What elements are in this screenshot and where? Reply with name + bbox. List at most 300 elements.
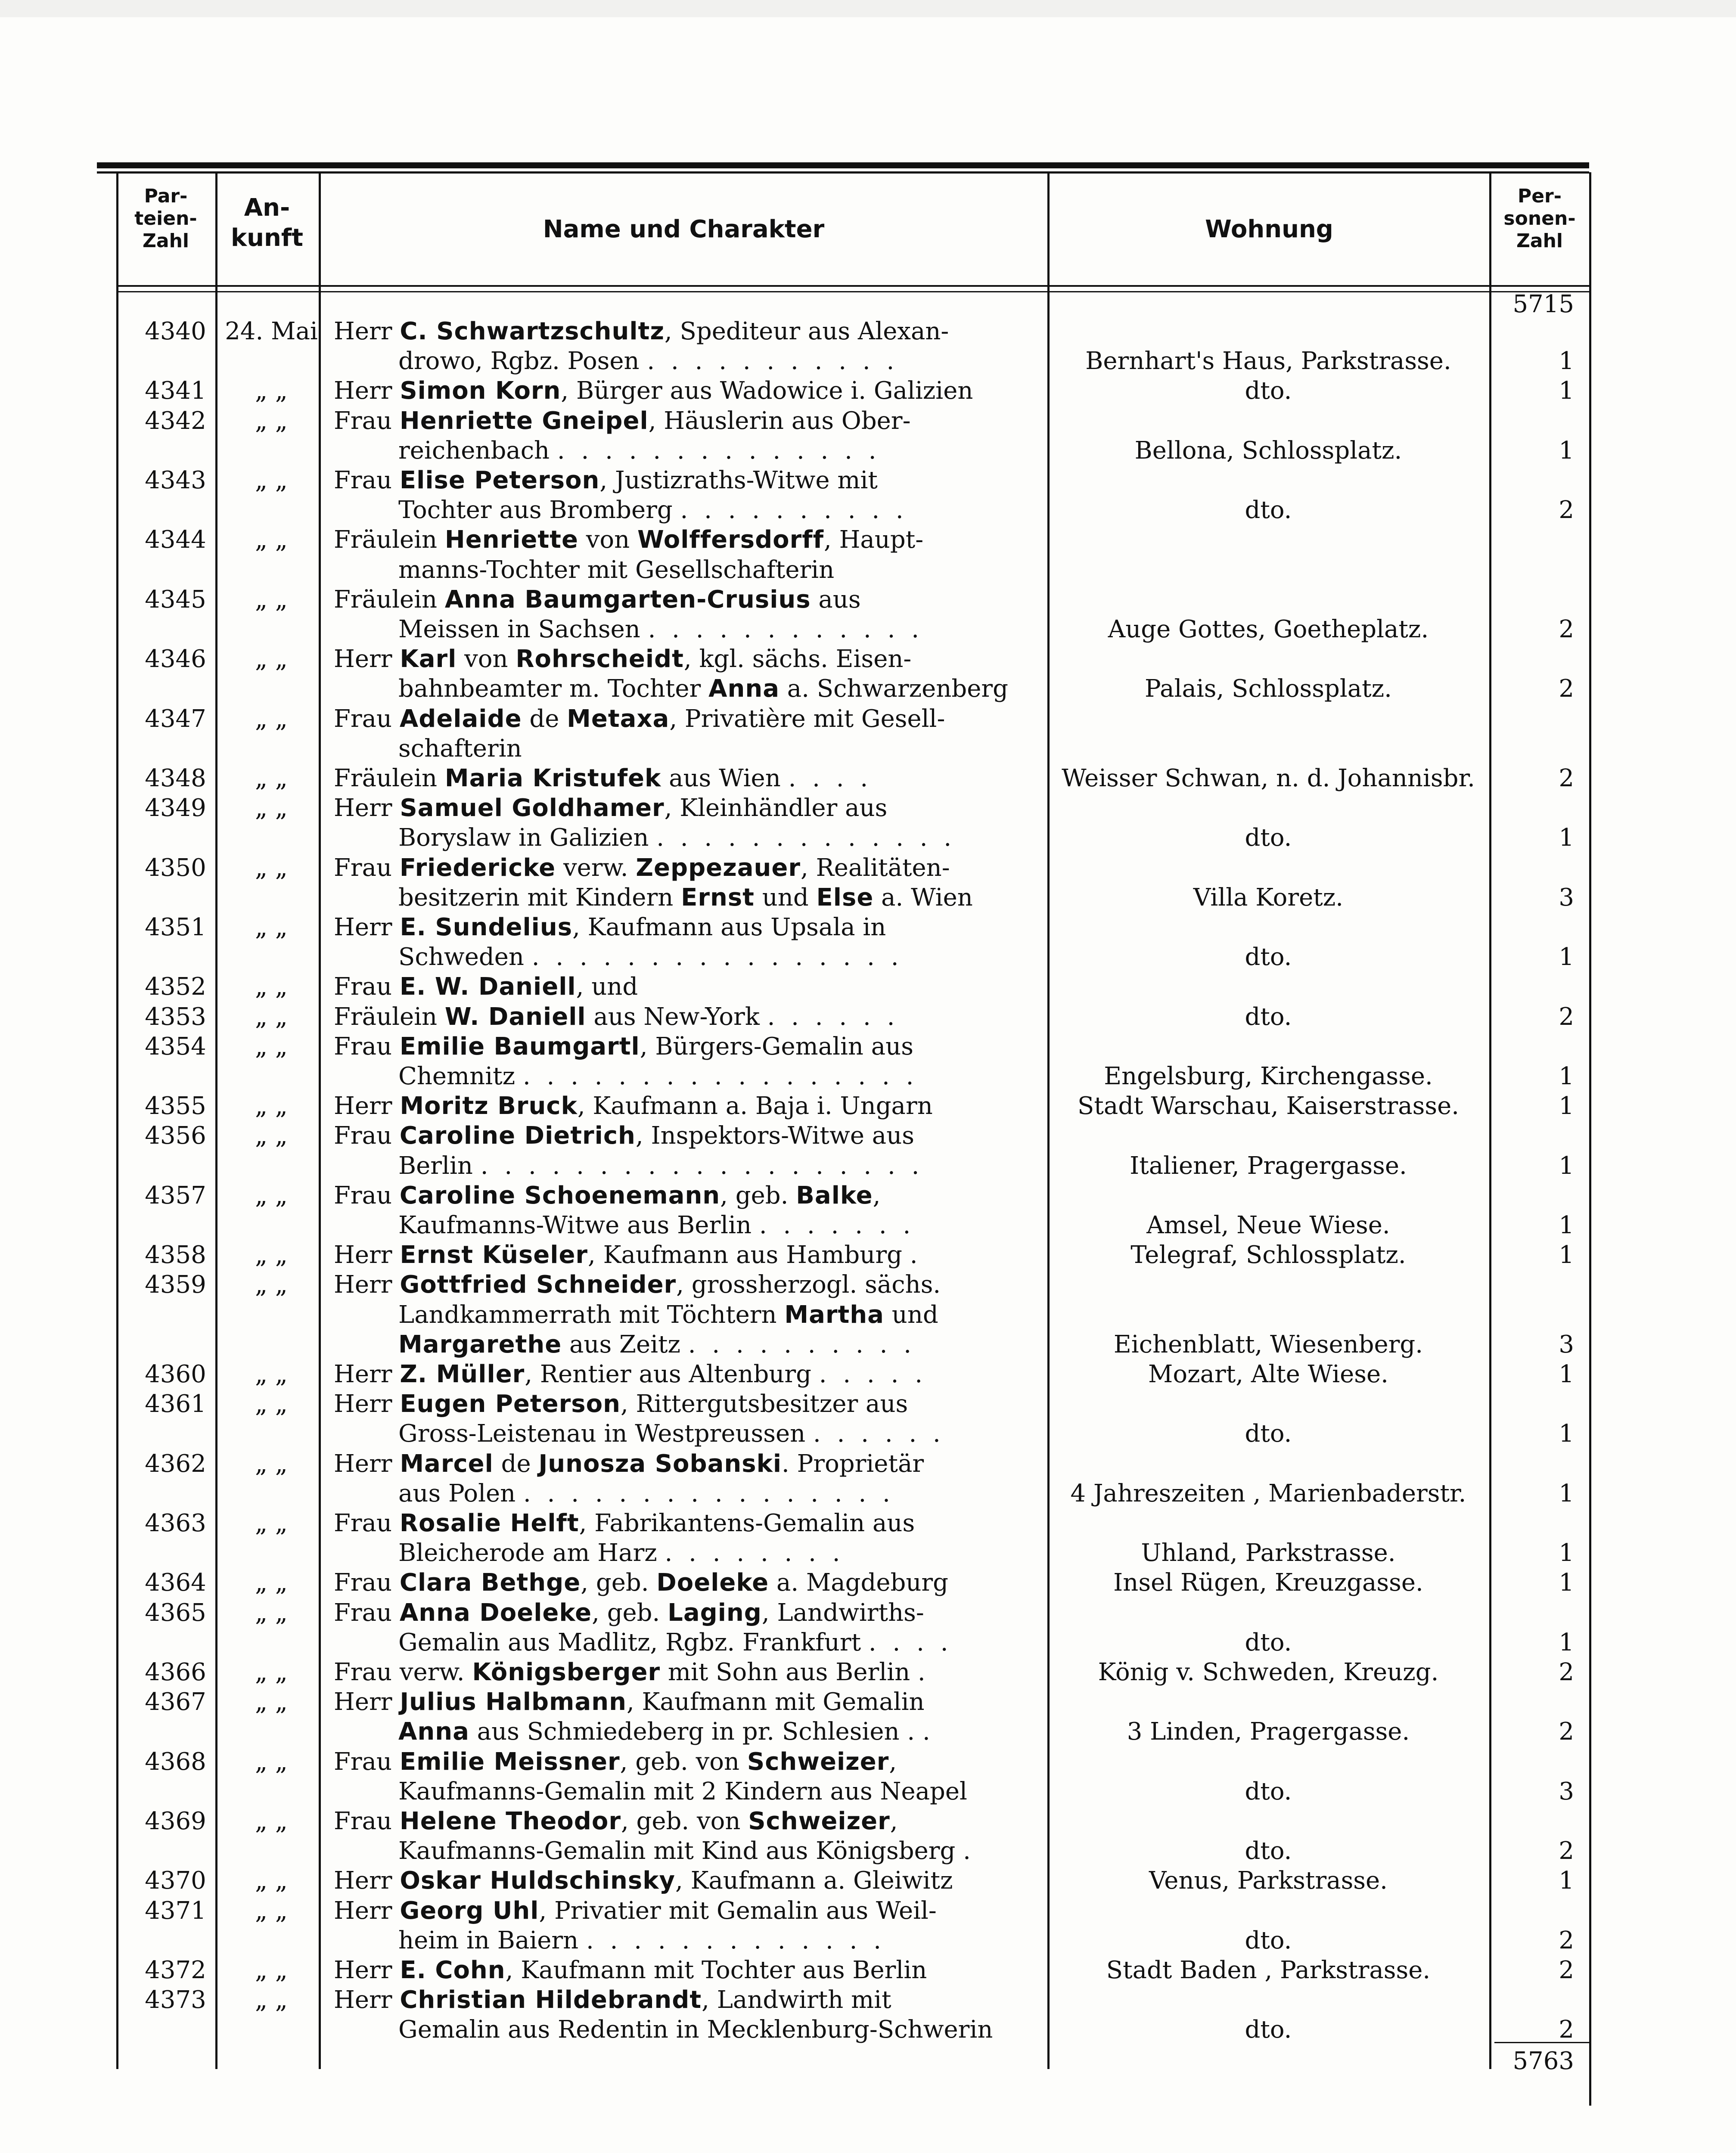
party-number: 4353 [145, 1002, 206, 1031]
entry-text: heim in Baiern [398, 1926, 587, 1954]
arrival-date: „ „ [255, 1598, 288, 1627]
residence: Stadt Warschau, Kaiserstrasse. [1077, 1092, 1460, 1120]
entry-text: , Rittergutsbesitzer aus [620, 1390, 908, 1418]
arrival-date: 24. Mai [225, 317, 318, 345]
entry-text: Frau [334, 1509, 400, 1537]
entry-text: Kaufmanns-Witwe aus Berlin [398, 1211, 759, 1239]
guest-name: Else [816, 883, 874, 912]
entry-text: , [890, 1807, 898, 1835]
entry-text: , Privatier mit Gemalin aus Weil- [539, 1896, 937, 1925]
persons-count: 2 [1559, 615, 1574, 643]
leader-dots: . . . . . . . . . . . . . . . . . . . [480, 1151, 924, 1180]
guest-name: Anna [398, 1718, 469, 1746]
guest-name: Doeleke [656, 1569, 769, 1597]
entry-text: und [884, 1300, 938, 1329]
entry-text: , Bürgers-Gemalin aus [640, 1032, 913, 1061]
entry-text: de [522, 704, 567, 733]
table-left-border [116, 172, 118, 2069]
entry-text: , Spediteur aus Alexan- [664, 317, 949, 345]
party-number: 4370 [145, 1867, 206, 1895]
entry-text: , Haupt- [823, 526, 924, 554]
header-rule-1 [116, 285, 1589, 287]
leader-dots: . . . . . . . . . . . . . . . . [523, 1479, 894, 1508]
entry-text: a. Schwarzenberg [779, 675, 1008, 703]
entry-text: Herr [334, 913, 400, 941]
table-right-border [1589, 172, 1591, 2106]
entry-text: , geb. [592, 1598, 668, 1627]
arrival-date: „ „ [255, 973, 288, 1001]
top-rule-thick [97, 162, 1589, 168]
residence: dto. [1245, 2016, 1292, 2044]
entry-text: Herr [334, 1241, 400, 1269]
persons-count: 1 [1559, 1569, 1574, 1597]
entry-text-line [334, 793, 1044, 823]
residence: dto. [1245, 377, 1292, 405]
residence: dto. [1245, 496, 1292, 524]
entry-text: , grossherzogl. sächs. [676, 1271, 941, 1299]
entry-text-line [334, 465, 1044, 496]
entry-text: aus Wien [661, 764, 789, 792]
entry-text: Gross-Leistenau in Westpreussen [398, 1420, 814, 1448]
entry-text: , geb. von [621, 1807, 748, 1835]
persons-count: 2 [1559, 764, 1574, 792]
entry-text: , Landwirth mit [702, 1986, 891, 2014]
guest-name: Caroline Schoenemann [399, 1181, 720, 1210]
entry-text-line [334, 1985, 1044, 2015]
arrival-date: „ „ [255, 1807, 288, 1835]
party-number: 4361 [145, 1390, 206, 1418]
entry-text-line [334, 376, 1044, 406]
arrival-date: „ „ [255, 1986, 288, 2014]
entry-text: , kgl. sächs. Eisen- [683, 645, 912, 673]
entry-text: Landkammerrath mit Töchtern [398, 1300, 785, 1329]
persons-count: 1 [1559, 1241, 1574, 1269]
entry-text: , Landwirths- [761, 1598, 924, 1627]
leader-dots: . . . . . . . . . . . [647, 347, 899, 375]
leader-dots: . . . . . . . . . . . . . [656, 824, 956, 852]
persons-count: 1 [1559, 1539, 1574, 1567]
entry-text: Frau [334, 406, 400, 435]
persons-count: 3 [1559, 1777, 1574, 1806]
entry-text-line [334, 1121, 1044, 1151]
arrival-date: „ „ [255, 1181, 288, 1210]
residence: Palais, Schlossplatz. [1145, 675, 1392, 703]
entry-text: , Kaufmann mit Tochter aus Berlin [505, 1956, 927, 1984]
entry-text: Frau verw. [334, 1658, 472, 1686]
entry-text: Fräulein [334, 526, 445, 554]
persons-count: 3 [1559, 883, 1574, 912]
guest-name: Anna Baumgarten-Crusius [444, 585, 811, 614]
entry-text: , Kaufmann aus Hamburg . [588, 1241, 918, 1269]
entry-text: , Häuslerin aus Ober- [648, 406, 911, 435]
entry-text: Fräulein [334, 1002, 445, 1031]
entry-text-line [334, 823, 1109, 853]
arrival-date: „ „ [255, 913, 288, 941]
party-number: 4346 [145, 645, 206, 673]
entry-text-line [334, 1240, 1044, 1270]
guest-name: C. Schwartzschultz [400, 317, 665, 345]
entry-text: , Kaufmann a. Baja i. Ungarn [577, 1092, 933, 1120]
party-number: 4371 [145, 1896, 206, 1925]
entry-text: Schweden [398, 943, 532, 971]
entry-text: drowo, Rgbz. Posen [398, 347, 647, 375]
entry-text: , und [576, 973, 638, 1001]
entry-text-line [334, 1002, 1044, 1032]
guest-name: Junosza Sobanski [538, 1449, 782, 1478]
persons-count: 1 [1559, 1062, 1574, 1090]
guest-name: Julius Halbmann [400, 1688, 627, 1716]
arrival-date: „ „ [255, 1747, 288, 1776]
guest-name: Emilie Meissner [399, 1747, 620, 1776]
residence: Villa Koretz. [1193, 883, 1344, 912]
party-number: 4356 [145, 1122, 206, 1150]
leader-dots: . . . . . . . . . . . . . . [557, 436, 881, 465]
party-number: 4360 [145, 1360, 206, 1388]
entry-text: Frau [334, 1569, 400, 1597]
party-number: 4366 [145, 1658, 206, 1686]
entry-text: reichenbach [398, 436, 557, 465]
arrival-date: „ „ [255, 1002, 288, 1031]
entry-text: Frau [334, 704, 400, 733]
entry-text: Frau [334, 1747, 400, 1776]
leader-dots: . . . . [868, 1628, 953, 1657]
entry-text: schafterin [398, 734, 522, 763]
entry-text: de [493, 1449, 539, 1478]
entry-text: Frau [334, 973, 400, 1001]
entry-text-line [334, 1032, 1044, 1062]
entry-text-line [334, 1866, 1044, 1896]
residence: Auge Gottes, Goetheplatz. [1108, 615, 1429, 643]
persons-count: 1 [1559, 1092, 1574, 1120]
entry-text: aus Zeitz [562, 1330, 688, 1359]
residence: Stadt Baden , Parkstrasse. [1106, 1956, 1431, 1984]
entry-text-line [334, 1479, 1109, 1509]
entry-text: Boryslaw in Galizien [398, 824, 657, 852]
entry-text-line [334, 614, 1109, 645]
leader-dots: . . . . [788, 764, 873, 792]
entry-text: Herr [334, 1360, 400, 1388]
entry-text: Tochter aus Bromberg [398, 496, 680, 524]
residence: dto. [1245, 1628, 1292, 1657]
persons-count: 1 [1559, 1211, 1574, 1239]
entry-text: Frau [334, 1598, 400, 1627]
party-number: 4343 [145, 466, 206, 494]
entry-text-line [334, 1449, 1044, 1479]
entry-text: a. Wien [873, 883, 973, 912]
entry-text: Frau [334, 1807, 400, 1835]
entry-text: Chemnitz [398, 1062, 523, 1090]
party-number: 4369 [145, 1807, 206, 1835]
arrival-date: „ „ [255, 1449, 288, 1478]
entry-text: aus Schmiedeberg in pr. Schlesien . . [469, 1718, 930, 1746]
residence: Eichenblatt, Wiesenberg. [1113, 1330, 1423, 1359]
entry-text: Herr [334, 1449, 400, 1478]
entry-text-line [334, 1210, 1109, 1241]
arrival-date: „ „ [255, 406, 288, 435]
entry-text: Herr [334, 1092, 400, 1120]
entry-text-line [334, 1151, 1109, 1181]
leader-dots: . . . . . . . . . . . . . . . . . [522, 1062, 918, 1090]
header-arrival: An- kunft [230, 194, 304, 252]
leader-dots: . . . . . . . . . . . . [648, 615, 923, 643]
party-number: 4351 [145, 913, 206, 941]
entry-text: , Kleinhändler aus [664, 794, 888, 822]
guest-name: Ernst Küseler [400, 1241, 588, 1269]
party-number: 4358 [145, 1241, 206, 1269]
party-number: 4342 [145, 406, 206, 435]
guest-name: W. Daniell [444, 1002, 586, 1031]
guest-name: Georg Uhl [400, 1896, 539, 1925]
arrival-date: „ „ [255, 1896, 288, 1925]
entry-text: von [578, 526, 637, 554]
residence: 4 Jahreszeiten , Marienbaderstr. [1070, 1479, 1466, 1508]
arrival-date: „ „ [255, 466, 288, 494]
guest-name: Henriette [444, 526, 578, 554]
party-number: 4348 [145, 764, 206, 792]
residence: Weisser Schwan, n. d. Johannisbr. [1062, 764, 1475, 792]
party-number: 4363 [145, 1509, 206, 1537]
residence: Bellona, Schlossplatz. [1134, 436, 1402, 465]
guest-name: Christian Hildebrandt [400, 1986, 702, 2014]
entry-text-line [334, 495, 1109, 525]
arrival-date: „ „ [255, 1032, 288, 1061]
entry-text: von [457, 645, 516, 673]
guest-name: Wolffersdorff [637, 526, 824, 554]
entry-text: bahnbeamter m. Tochter [398, 675, 709, 703]
residence: dto. [1245, 943, 1292, 971]
entry-text: und [754, 883, 817, 912]
leader-dots: . . . . . . . [759, 1211, 915, 1239]
guest-name: Adelaide [399, 704, 522, 733]
party-number: 4372 [145, 1956, 206, 1984]
party-number: 4344 [145, 526, 206, 554]
entry-text: Herr [334, 645, 400, 673]
entry-text: Herr [334, 1688, 400, 1716]
persons-count: 2 [1559, 1718, 1574, 1746]
entry-text-line [334, 972, 1044, 1002]
guest-name: Eugen Peterson [400, 1390, 621, 1418]
entry-text: , Rentier aus Altenburg [525, 1360, 819, 1388]
persons-count: 1 [1559, 1479, 1574, 1508]
entry-text: Herr [334, 1390, 400, 1418]
residence: Bernhart's Haus, Parkstrasse. [1085, 347, 1451, 375]
entry-text-line [334, 1330, 1109, 1360]
entry-text: Bleicherode am Harz [398, 1539, 665, 1567]
guest-name: Anna Doeleke [399, 1598, 592, 1627]
persons-count: 2 [1559, 1956, 1574, 1984]
entry-text-line [334, 1568, 1044, 1598]
entry-text-line [334, 1061, 1109, 1092]
arrival-date: „ „ [255, 1390, 288, 1418]
party-number: 4364 [145, 1569, 206, 1597]
residence: dto. [1245, 824, 1292, 852]
persons-count: 2 [1559, 2016, 1574, 2044]
party-number: 4355 [145, 1092, 206, 1120]
arrival-date: „ „ [255, 1509, 288, 1537]
guest-name: Martha [784, 1300, 884, 1329]
header-rule-2 [116, 291, 1589, 292]
entry-text: Herr [334, 1986, 400, 2014]
entry-text: verw. [556, 853, 636, 882]
arrival-date: „ „ [255, 1569, 288, 1597]
entry-text-line [334, 1538, 1109, 1568]
entry-text: , Kaufmann aus Upsala in [572, 913, 886, 941]
persons-count: 2 [1559, 1837, 1574, 1865]
entry-text: manns-Tochter mit Gesellschafterin [398, 555, 835, 584]
arrival-date: „ „ [255, 853, 288, 882]
entry-text-line [334, 436, 1109, 466]
leader-dots: . . . . . . . . . . [680, 496, 908, 524]
entry-text-line [334, 942, 1109, 972]
entry-text-line [334, 704, 1044, 734]
entry-text-line [334, 674, 1109, 704]
party-number: 4373 [145, 1986, 206, 2014]
persons-count: 1 [1559, 824, 1574, 852]
arrival-date: „ „ [255, 1271, 288, 1299]
entry-text: Herr [334, 377, 400, 405]
arrival-date: „ „ [255, 704, 288, 733]
residence: Uhland, Parkstrasse. [1141, 1539, 1396, 1567]
residence: Mozart, Alte Wiese. [1148, 1360, 1388, 1388]
entry-text: , [889, 1747, 897, 1776]
party-number: 4365 [145, 1598, 206, 1627]
entry-text: Fräulein [334, 764, 445, 792]
guest-name: Marcel [400, 1449, 494, 1478]
arrival-date: „ „ [255, 1956, 288, 1984]
entry-text-line [334, 406, 1044, 436]
header-persons-count: Per- sonen- Zahl [1503, 185, 1576, 252]
entry-text: aus [811, 585, 861, 614]
entry-text-line [334, 1508, 1044, 1539]
entry-text-line [334, 1955, 1044, 1985]
residence: König v. Schweden, Kreuzg. [1098, 1658, 1439, 1686]
guest-name: Schweizer [748, 1807, 890, 1835]
entry-text-line [334, 1181, 1044, 1211]
party-number: 4350 [145, 853, 206, 882]
guest-name: Clara Bethge [399, 1569, 581, 1597]
party-number: 4357 [145, 1181, 206, 1210]
carry-over-total: 5715 [1512, 290, 1574, 318]
leader-dots: . . . . . . [813, 1420, 945, 1448]
party-number: 4345 [145, 585, 206, 614]
persons-count: 2 [1559, 496, 1574, 524]
arrival-date: „ „ [255, 645, 288, 673]
entry-text-line [334, 644, 1044, 674]
persons-count: 1 [1559, 436, 1574, 465]
entry-text: , Privatière mit Gesell- [669, 704, 945, 733]
entry-text: , Realitäten- [801, 853, 950, 882]
entry-text: , geb. von [620, 1747, 747, 1776]
guest-name: Metaxa [567, 704, 670, 733]
residence: dto. [1245, 1420, 1292, 1448]
guest-name: Helene Theodor [399, 1807, 621, 1835]
guest-name: Elise Peterson [399, 466, 600, 494]
entry-text: , Bürger aus Wadowice i. Galizien [561, 377, 973, 405]
entry-text: , Kaufmann mit Gemalin [626, 1688, 925, 1716]
entry-text: besitzerin mit Kindern [398, 883, 681, 912]
entry-text-line [334, 883, 1109, 913]
persons-count: 3 [1559, 1330, 1574, 1359]
party-number: 4368 [145, 1747, 206, 1776]
arrival-date: „ „ [255, 1241, 288, 1269]
persons-count: 1 [1559, 1360, 1574, 1388]
guest-name: Margarethe [398, 1330, 562, 1359]
persons-count: 2 [1559, 1926, 1574, 1954]
guest-name: Moritz Bruck [400, 1092, 578, 1120]
guest-name: Balke [796, 1181, 873, 1210]
leader-dots: . . . . . . . . . . . . . [586, 1926, 886, 1954]
entry-text-line [334, 734, 1109, 764]
arrival-date: „ „ [255, 1688, 288, 1716]
persons-count: 1 [1559, 377, 1574, 405]
entry-text-line [334, 763, 1044, 794]
entry-text: Frau [334, 1122, 400, 1150]
guest-name: Ernst [681, 883, 755, 912]
residence: Telegraf, Schlossplatz. [1130, 1241, 1406, 1269]
entry-text-line [334, 555, 1109, 585]
header-name-and-character: Name und Charakter [543, 215, 825, 243]
entry-text-line [334, 346, 1109, 376]
entry-text: , Inspektors-Witwe aus [635, 1122, 914, 1150]
leader-dots: . . . . . . [767, 1002, 899, 1031]
persons-count: 1 [1559, 943, 1574, 971]
persons-count: 2 [1559, 675, 1574, 703]
entry-text: aus Polen [398, 1479, 524, 1508]
guest-name: Gottfried Schneider [400, 1271, 677, 1299]
residence: 3 Linden, Pragergasse. [1127, 1718, 1410, 1746]
party-number: 4340 [145, 317, 206, 345]
entry-text-line [334, 1687, 1044, 1717]
leader-dots: . . . . . . . . . . . . . . . . [531, 943, 903, 971]
entry-text-line [334, 1926, 1109, 1956]
residence: dto. [1245, 1777, 1292, 1806]
entry-text: Frau [334, 1032, 400, 1061]
entry-text: Frau [334, 853, 400, 882]
guest-name: Friedericke [399, 853, 556, 882]
entry-text-line [334, 1836, 1109, 1866]
residence: dto. [1245, 1926, 1292, 1954]
arrival-date: „ „ [255, 585, 288, 614]
persons-count: 1 [1559, 1420, 1574, 1448]
entry-text: , Kaufmann a. Gleiwitz [675, 1867, 953, 1895]
persons-count: 1 [1559, 1151, 1574, 1180]
guest-name: Rohrscheidt [516, 645, 684, 673]
entry-text: aus New-York [586, 1002, 767, 1031]
persons-count: 1 [1559, 1867, 1574, 1895]
persons-count: 2 [1559, 1002, 1574, 1031]
entry-text-line [334, 1777, 1109, 1807]
entry-text-line [334, 525, 1044, 555]
entry-text-line [334, 1359, 1044, 1390]
guest-name: Königsberger [472, 1658, 661, 1686]
entry-text-line [334, 1657, 1044, 1688]
residence: Insel Rügen, Kreuzgasse. [1113, 1569, 1423, 1597]
entry-text-line [334, 1270, 1044, 1300]
arrival-date: „ „ [255, 377, 288, 405]
guest-name: Z. Müller [400, 1360, 525, 1388]
guest-name: Samuel Goldhamer [400, 794, 665, 822]
party-number: 4349 [145, 794, 206, 822]
entry-text: , Fabrikantens-Gemalin aus [579, 1509, 915, 1537]
entry-text-line [334, 585, 1044, 615]
entry-text-line [334, 1717, 1109, 1747]
entry-text-line [334, 2015, 1109, 2045]
guest-name: Zeppezauer [636, 853, 801, 882]
entry-text: , geb. [581, 1569, 657, 1597]
header-party-number: Par- teien- Zahl [134, 185, 197, 252]
entry-text: Herr [334, 1956, 400, 1984]
party-number: 4341 [145, 377, 206, 405]
